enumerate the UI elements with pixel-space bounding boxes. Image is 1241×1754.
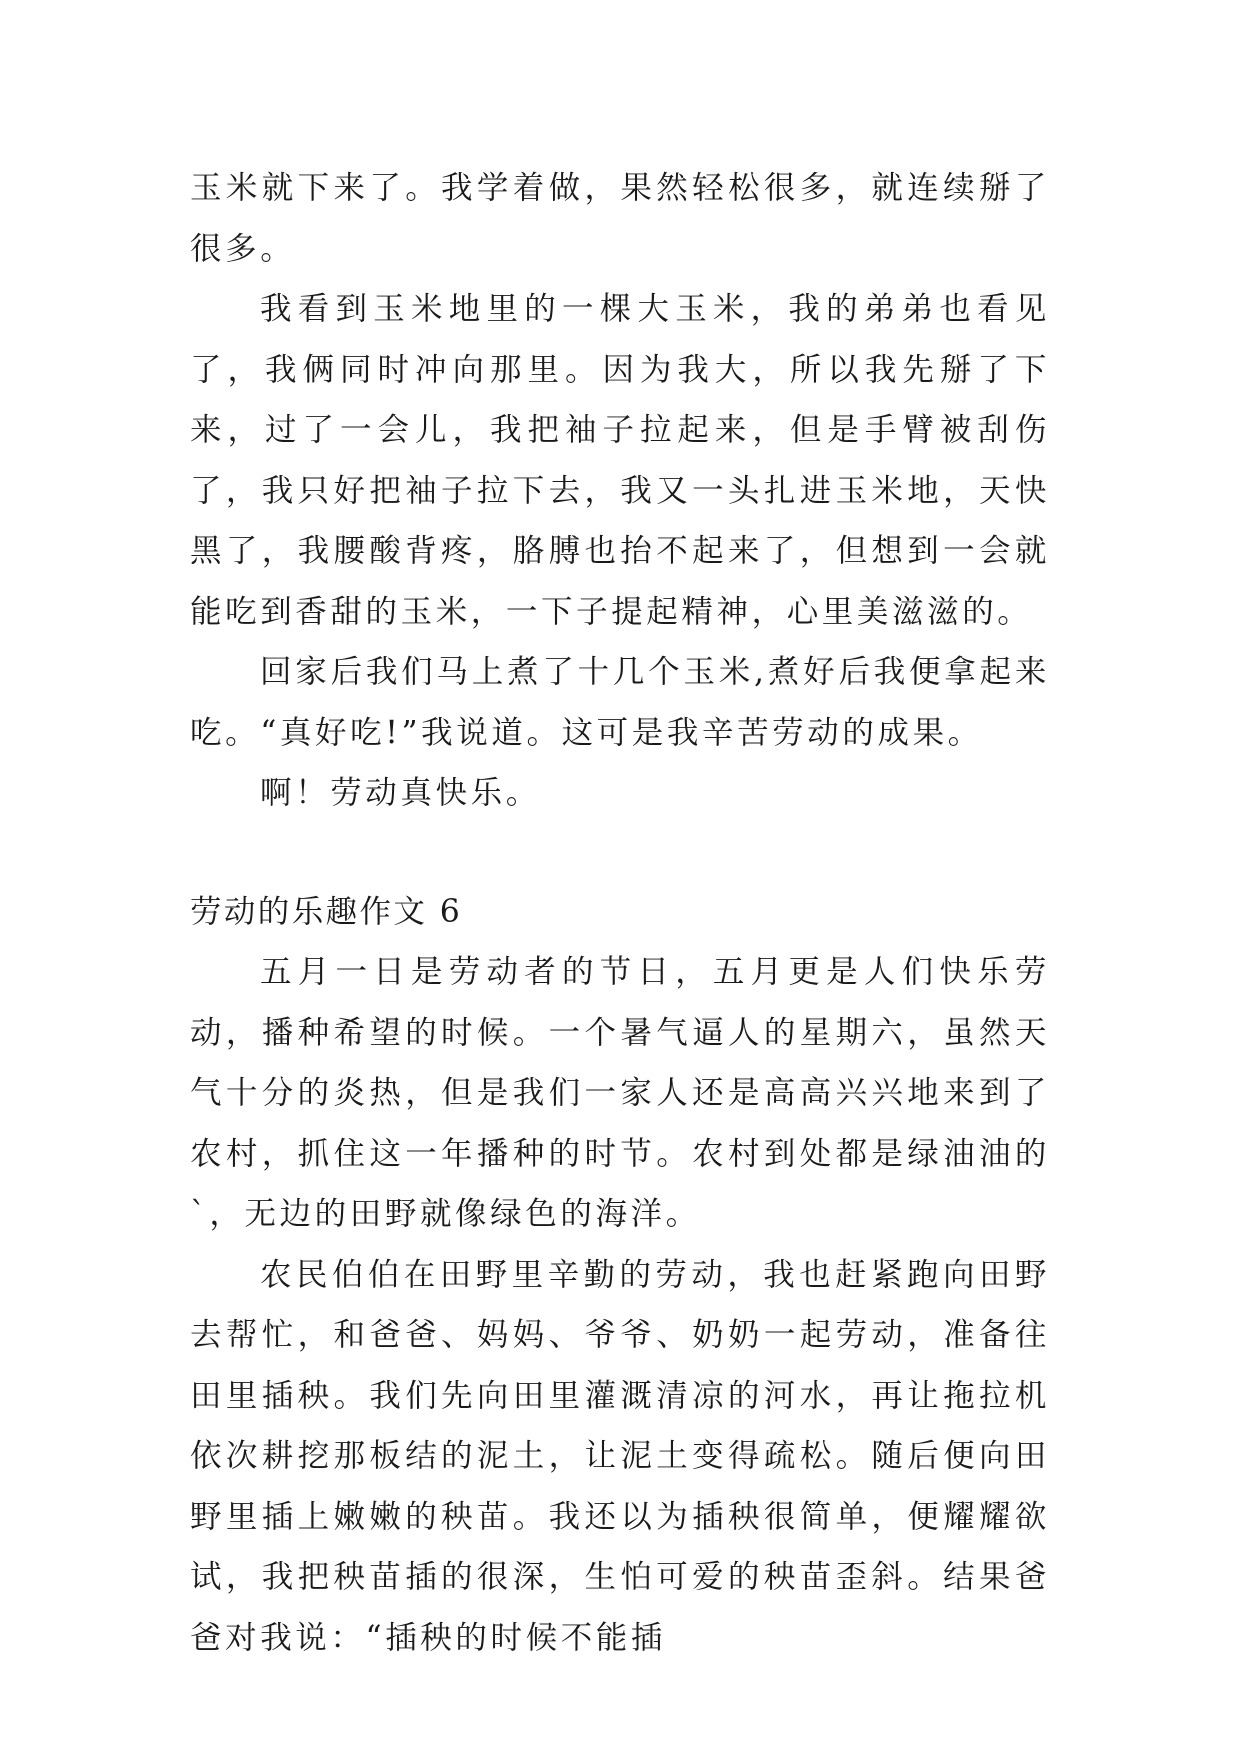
paragraph: 我看到玉米地里的一棵大玉米，我的弟弟也看见了，我俩同时冲向那里。因为我大，所以我先掰了下来，过了一会儿，我把袖子拉起来，但是手臂被刮伤了，我只好把袖子拉下去，我又一头扎进玉米地，天快黑了，我腰酸背疼，胳膊也抬不起来了，但想到一会就能吃到香甜的玉米，一下子提起精神，心里美滋滋的。 (190, 291, 1050, 630)
paragraph: 农民伯伯在田野里辛勤的劳动，我也赶紧跑向田野去帮忙，和爸爸、妈妈、爷爷、奶奶一起劳动，准备往田里插秧。我们先向田里灌溉清凉的河水，再让拖拉机依次耕挖那板结的泥土，让泥土变得疏松。随后便向田野里插上嫩嫩的秧苗。我还以为插秧很简单，便耀耀欲试，我把秧苗插的很深，生怕可爱的秧苗歪斜。结果爸爸对我说：“插秧的时候不能插 (190, 1256, 1050, 1656)
paragraph: 啊！劳动真快乐。 (260, 775, 541, 811)
paragraph: 回家后我们马上煮了十几个玉米,煮好后我便拿起来吃。“真好吃!”我说道。这可是我辛苦劳动的成果。 (190, 654, 1050, 751)
document-body (190, 158, 1050, 1668)
paragraph-continued: 玉米就下来了。我学着做，果然轻松很多，就连续掰了很多。 (190, 170, 1050, 267)
section-heading: 劳动的乐趣作文 6 (190, 893, 463, 930)
paragraph: 五月一日是劳动者的节日，五月更是人们快乐劳动，播种希望的时候。一个暑气逼人的星期六，虽然天气十分的炎热，但是我们一家人还是高高兴兴地来到了农村，抓住这一年播种的时节。农村到处都是绿油油的`，无边的田野就像绿色的海洋。 (190, 954, 1050, 1232)
